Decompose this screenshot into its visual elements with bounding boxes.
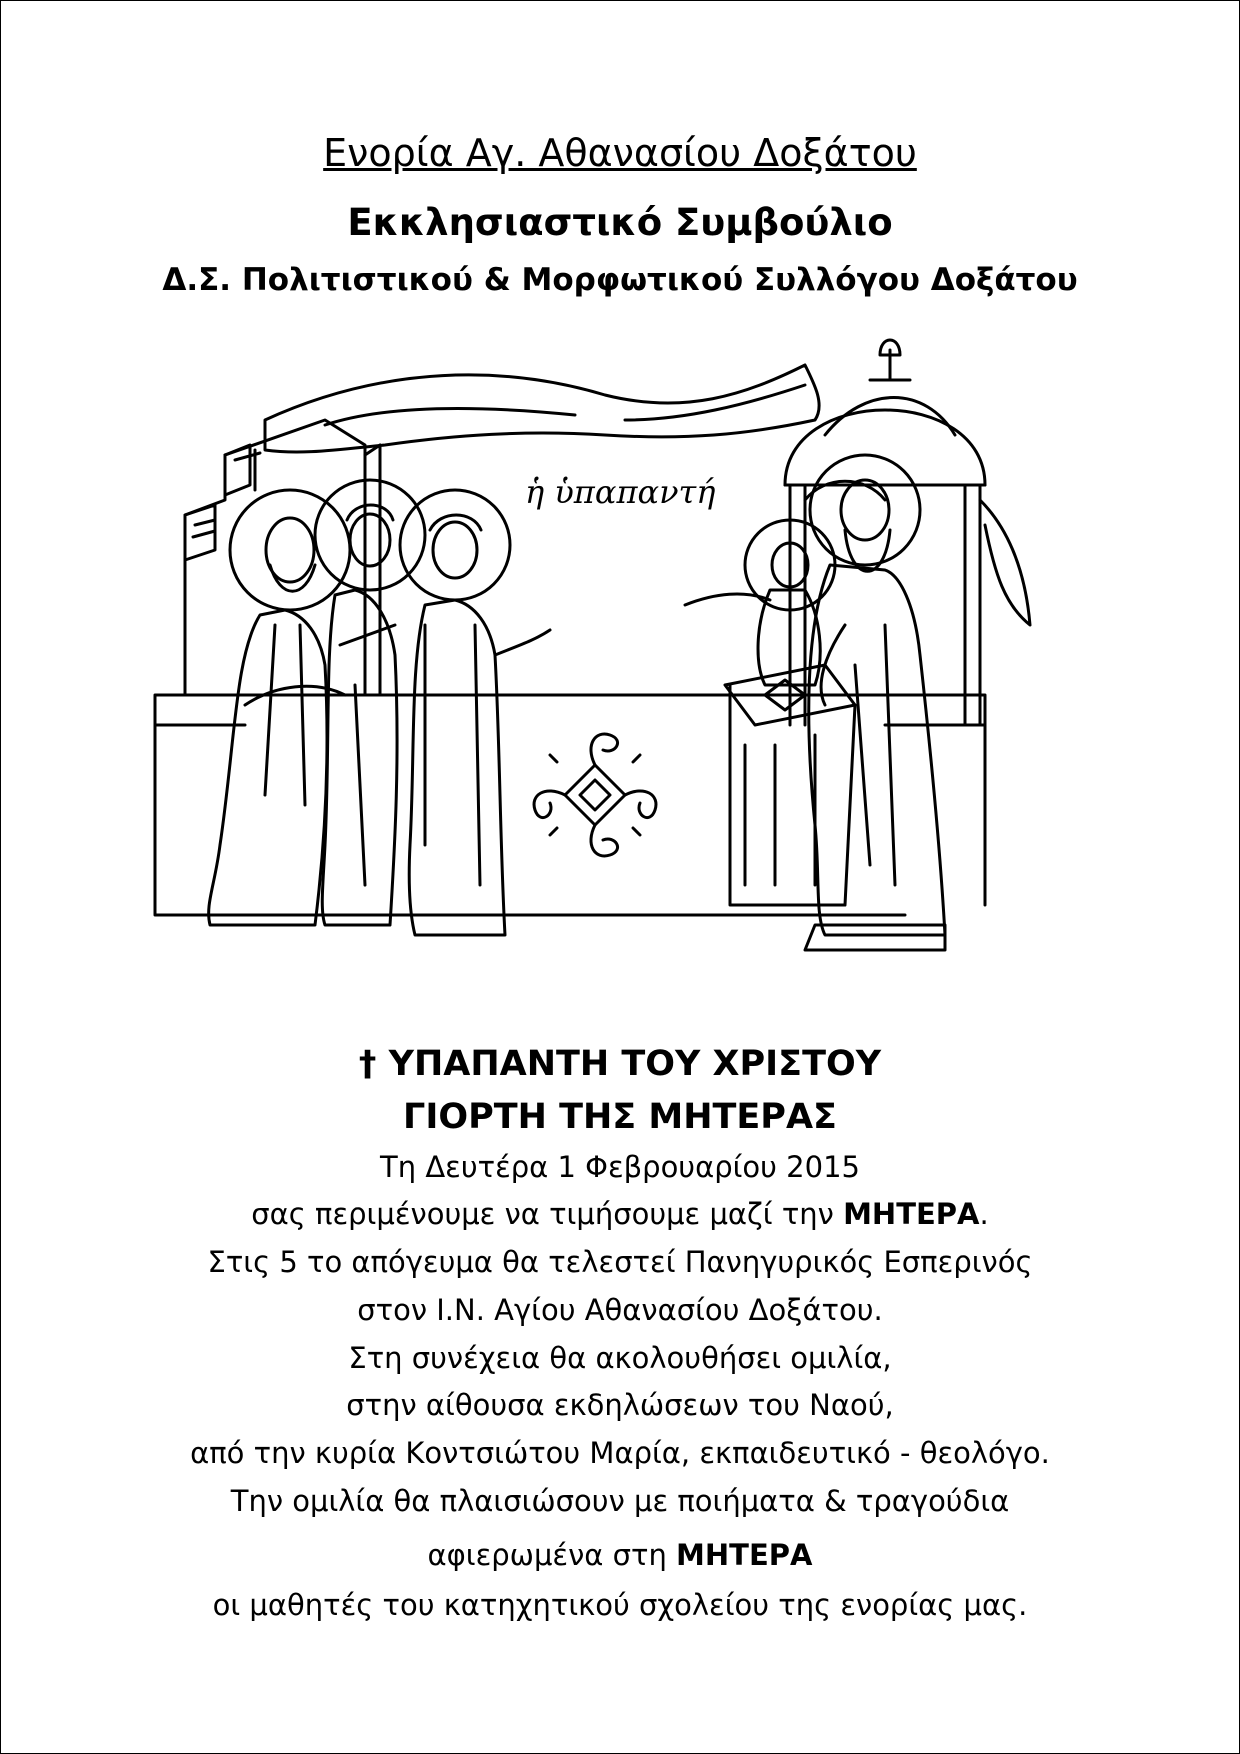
figure-simeon [809,565,945,935]
body-students: οι μαθητές του κατηχητικού σχολείου της ενορίας μας. [212,1588,1028,1622]
halo-mary [400,490,510,600]
association-title: Δ.Σ. Πολιτιστικού & Μορφωτικού Συλλόγου Δοξάτου [162,262,1078,298]
presentation-icon-illustration [125,325,1115,1030]
body-date: Τη Δευτέρα 1 Φεβρουαρίου 2015 [380,1150,860,1184]
body-invitation-text: σας περιμένουμε να τιμήσουμε μαζί την [251,1197,844,1231]
body-dedicated-text: αφιερωμένα στη [427,1538,677,1572]
body-invitation [0,1195,1240,1233]
body-speech: Στη συνέχεια θα ακολουθήσει ομιλία, [348,1341,892,1375]
event-title [0,1042,1240,1086]
mother-emphasis-2: ΜΗΤΕΡΑ [676,1538,813,1572]
parish-title: Ενορία Αγ. Αθανασίου Δοξάτου [323,131,917,175]
veil [265,365,819,452]
center-ornament [534,734,656,856]
body-speaker: από την κυρία Κοντσιώτου Μαρία, εκπαιδευτικό - θεολόγο. [190,1436,1050,1470]
body-invitation-end: . [979,1197,989,1231]
council-title: Εκκλησιαστικό Συμβούλιο [347,201,893,244]
halo-simeon [810,455,920,565]
cross-icon: † [358,1044,377,1084]
event-subtitle: ΓΙΟΡΤΗ ΤΗΣ ΜΗΤΕΡΑΣ [403,1097,837,1137]
body-poems: Την ομιλία θα πλαισιώσουν με ποιήματα & τραγούδια [230,1484,1010,1518]
event-title-text: ΥΠΑΠΑΝΤΗ ΤΟΥ ΧΡΙΣΤΟΥ [388,1044,882,1084]
body-hall: στην αίθουσα εκδηλώσεων του Ναού, [346,1388,894,1422]
body-church: στον Ι.Ν. Αγίου Αθανασίου Δοξάτου. [357,1293,883,1327]
body-dedicated [0,1536,1240,1574]
icon-inscription: ἡ ὑπαπαντή [525,473,716,511]
body-vespers: Στις 5 το απόγευμα θα τελεστεί Πανηγυρικός Εσπερινός [207,1245,1033,1279]
mother-emphasis: ΜΗΤΕΡΑ [843,1197,980,1231]
footstool [805,925,945,950]
